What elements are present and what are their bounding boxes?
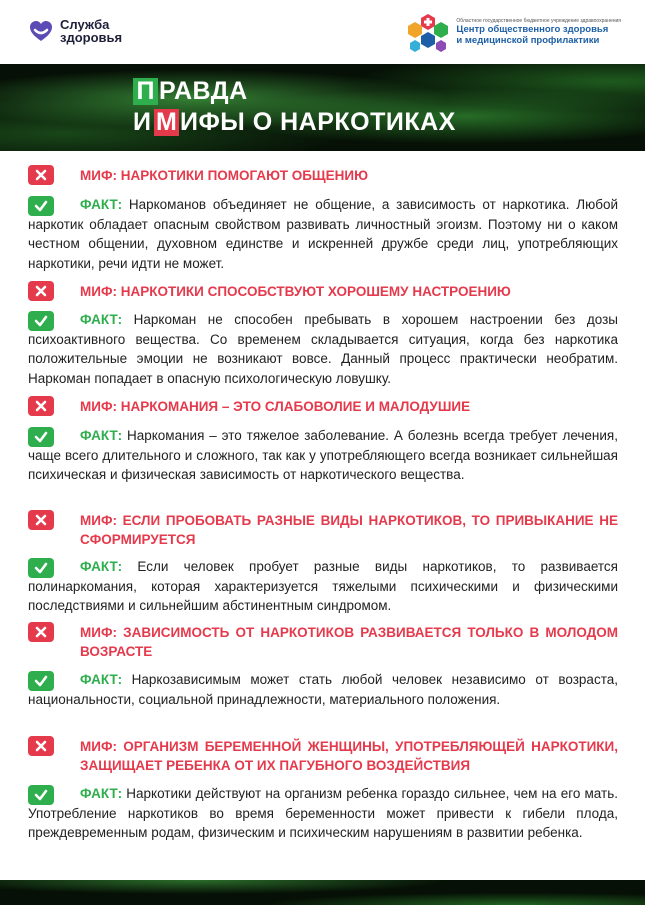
org-name-line2: и медицинской профилактики <box>456 35 600 46</box>
sluzhba-zdorovya-logo <box>28 18 122 44</box>
heart-logo-icon <box>28 18 54 44</box>
hexagon-cluster-icon <box>406 12 450 52</box>
logo-left-line2: здоровья <box>60 30 123 45</box>
title-word-pravda: РАВДА <box>159 77 248 105</box>
header <box>0 0 645 64</box>
fact-text <box>28 784 618 843</box>
myth-text: МИФ: ОРГАНИЗМ БЕРЕМЕННОЙ ЖЕНЩИНЫ, УПОТРЕБЛЯЮЩЕЙ НАРКОТИКИ, ЗАЩИЩАЕТ РЕБЕНКА ОТ ИХ ПАГУБНОГО ВОЗДЕЙСТВИЯ <box>80 739 618 773</box>
footer-banner <box>0 880 645 905</box>
fact-body: Наркотики действуют на организм ребенка гораздо сильнее, чем на его мать. Употребление наркотиков во время беременности может привести к гибели плода, преждевременным родам, физическим и психическим нарушениям в развитии ребенка. <box>28 786 618 840</box>
cross-icon <box>28 622 54 642</box>
organization-logo <box>406 12 621 52</box>
title-word-and: И <box>133 108 151 136</box>
myth-text: МИФ: ЗАВИСИМОСТЬ ОТ НАРКОТИКОВ РАЗВИВАЕТСЯ ТОЛЬКО В МОЛОДОМ ВОЗРАСТЕ <box>80 625 618 659</box>
fact-label: ФАКТ: <box>80 312 123 327</box>
fact-label: ФАКТ: <box>80 559 123 574</box>
cross-icon <box>28 165 54 185</box>
title-word-myths: ИФЫ О НАРКОТИКАХ <box>179 108 456 136</box>
myth-text: МИФ: НАРКОТИКИ СПОСОБСТВУЮТ ХОРОШЕМУ НАСТРОЕНИЮ <box>80 284 511 299</box>
cross-icon <box>28 281 54 301</box>
fact-body: Наркоман не способен пребывать в хорошем настроении без дозы психоактивного вещества. Со временем складывается ситуация, когда без наркотика положительные эмоции не возникают вовсе. Данный процесс практически необратим. Наркоман попадает в опасную психологическую ловушку. <box>28 312 618 386</box>
fact-text <box>28 310 618 388</box>
fact-label: ФАКТ: <box>80 672 123 687</box>
fact-text <box>28 557 618 616</box>
fact-label: ФАКТ: <box>80 428 123 443</box>
logo-left-line1: Служба <box>60 17 110 32</box>
cross-icon <box>28 736 54 756</box>
fact-label: ФАКТ: <box>80 786 123 801</box>
fact-body: Если человек пробует разные виды наркотиков, то развивается полинаркомания, которая характеризуется тяжелыми психическими и физическими последствиями и сильнейшим абстинентным синдромом. <box>28 559 618 613</box>
title-line-2 <box>133 109 456 136</box>
myth-text: МИФ: НАРКОМАНИЯ – ЭТО СЛАБОВОЛИЕ И МАЛОДУШИЕ <box>80 399 471 414</box>
title-cap-m: М <box>154 109 179 136</box>
fact-text <box>28 195 618 273</box>
cross-icon <box>28 510 54 530</box>
title-cap-p: П <box>133 78 158 105</box>
myth-text: МИФ: ЕСЛИ ПРОБОВАТЬ РАЗНЫЕ ВИДЫ НАРКОТИКОВ, ТО ПРИВЫКАНИЕ НЕ СФОРМИРУЕТСЯ <box>80 513 618 547</box>
title-line-1 <box>133 78 248 105</box>
org-name-line1: Центр общественного здоровья <box>456 24 609 35</box>
fact-label: ФАКТ: <box>80 197 123 212</box>
fact-body: Наркозависимым может стать любой человек независимо от возраста, национальности, социальной принадлежности, материального положения. <box>28 672 618 707</box>
fact-text <box>28 670 618 709</box>
fact-text <box>28 426 618 485</box>
fact-body: Наркоманов объединяет не общение, а зависимость от наркотика. Любой наркотик обладает опасным свойством развивать личностный эгоизм. Поэтому ни о каком честном общении, духовном единстве и искренней дружбе среди лиц, употребляющих наркотики, речи идти не может. <box>28 197 618 271</box>
cross-icon <box>28 396 54 416</box>
org-subtitle: Областное государственное бюджетное учреждение здравоохранения <box>456 18 621 24</box>
myth-text: МИФ: НАРКОТИКИ ПОМОГАЮТ ОБЩЕНИЮ <box>80 168 369 183</box>
fact-body: Наркомания – это тяжелое заболевание. А болезнь всегда требует лечения, чаще всего длительного и сложного, так как у употребляющего всегда возникает сильнейшая психическая и физическая зависимость от наркотического вещества. <box>28 428 618 482</box>
